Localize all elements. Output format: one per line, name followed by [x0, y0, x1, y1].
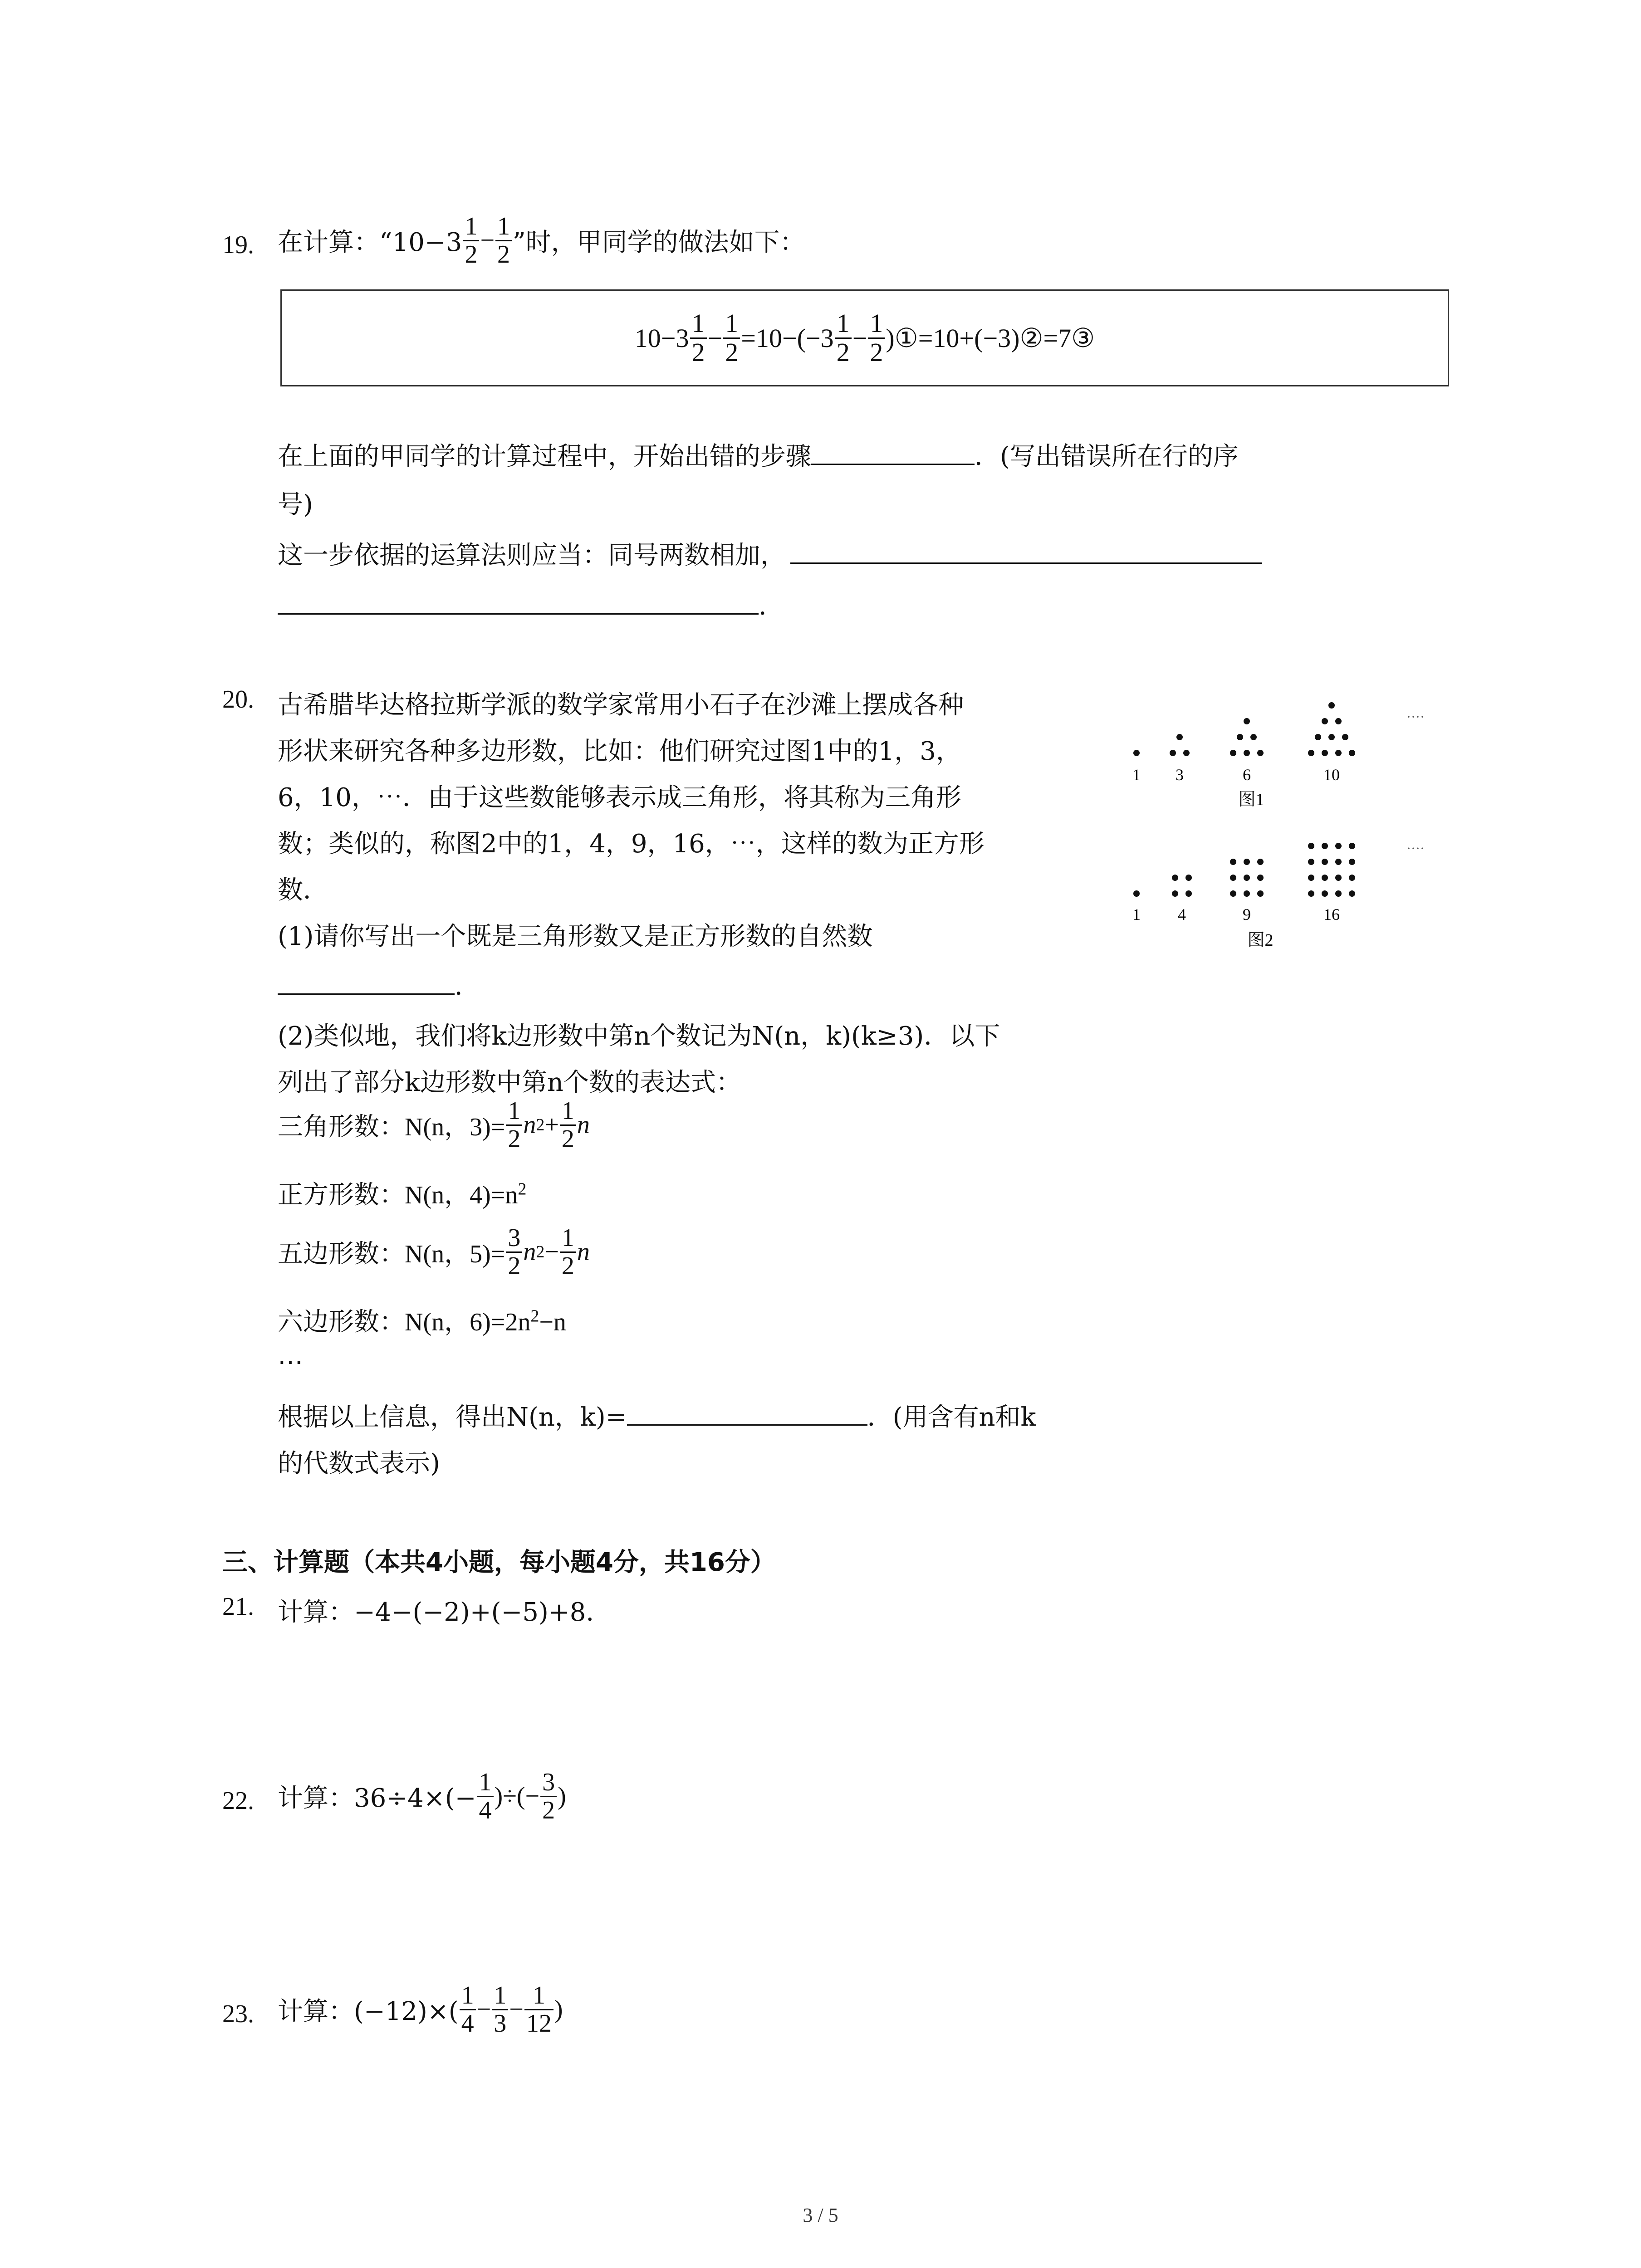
fig1-label-10: 10 — [1323, 766, 1340, 784]
q19-solution-expression: 10−3 $\frac{1}{2}$ − $\frac{1}{2}$ =10−(−3 $\frac{1}{2}$ − $\frac{1}{2}$ )①=10+(−3)②=7③ — [634, 308, 1095, 367]
fig2-dot — [1244, 875, 1250, 881]
q19-solution-box — [280, 289, 1449, 386]
fig1-dot — [1244, 718, 1250, 724]
q19-box-frac4: $\frac{1}{2}$ — [868, 310, 885, 367]
fig2-dot — [1335, 859, 1342, 865]
fig2-dot — [1230, 875, 1236, 881]
fig2-dot — [1230, 859, 1236, 865]
fig2-dot — [1257, 859, 1264, 865]
q19-blank-step[interactable] — [811, 436, 975, 465]
q20-part1-answer: ． — [278, 966, 480, 1002]
q23-frac2: $\frac{1}{3}$ — [492, 1982, 508, 2037]
fig1-dot — [1257, 750, 1264, 756]
q22-text: 计算：36÷4×(− $\frac{1}{4}$ )÷(− $\frac{3}{2}$ ) — [278, 1768, 566, 1824]
fig2-dot — [1257, 890, 1264, 897]
q20-conclusion-2: 的代数式表示) — [278, 1449, 440, 1478]
q20-line-5: 数． — [278, 875, 328, 905]
fig2-dot — [1335, 875, 1342, 881]
q20-number: 20. — [222, 685, 254, 714]
fig1-dot — [1176, 734, 1183, 740]
fig1-dot — [1237, 734, 1243, 740]
fig2-ellipsis: ···· — [1406, 841, 1425, 856]
fig2-dot — [1172, 875, 1178, 881]
q22-frac1: $\frac{1}{4}$ — [477, 1769, 494, 1824]
fig1-dot — [1322, 718, 1328, 724]
fig2-dot — [1308, 875, 1314, 881]
q20-line-4: 数；类似的，称图2中的1，4，9，16，⋯，这样的数为正方形 — [278, 829, 985, 859]
q20-part2-a: (2)类似地，我们将k边形数中第n个数记为N(n，k)(k≥3)．以下 — [278, 1022, 1000, 1051]
q20-formula-square: 正方形数：N(n，$4)=n^2$ — [278, 1179, 527, 1210]
fig1-dot — [1328, 702, 1335, 709]
fig1-dot — [1170, 750, 1176, 756]
q19-number: 19. — [222, 231, 254, 259]
q19-line1: 在上面的甲同学的计算过程中，开始出错的步骤 ．(写出错误所在行的序 — [278, 436, 1239, 473]
fig2-dot — [1172, 890, 1178, 897]
fig1-label-3: 3 — [1176, 766, 1184, 784]
page-number: 3 / 5 — [803, 2204, 838, 2226]
fig1-dot — [1335, 750, 1342, 756]
q20-conclusion: 根据以上信息，得出N(n，k)= ．(用含有n和k — [278, 1397, 1036, 1433]
fig1-dot — [1315, 734, 1321, 740]
fig2-dot — [1349, 875, 1355, 881]
fig2-label-16: 16 — [1323, 905, 1340, 924]
q20-blank-formula[interactable] — [627, 1397, 867, 1426]
fig2-dot — [1257, 875, 1264, 881]
q19-prompt-b: − — [480, 226, 495, 255]
fig2-dot — [1349, 859, 1355, 865]
fig2-dot — [1322, 843, 1328, 849]
fig1-label-1: 1 — [1132, 766, 1141, 784]
fig1-dot — [1349, 750, 1355, 756]
q23-frac1: $\frac{1}{4}$ — [460, 1982, 476, 2037]
q20-formula-pentagon: 五边形数： N(n，5)= $\frac{3}{2}$ n 2 − $\frac{1}{2}$ n — [278, 1224, 590, 1280]
fig1-dot — [1244, 750, 1250, 756]
fig2-dot — [1185, 890, 1192, 897]
fig2-dot — [1335, 843, 1342, 849]
q23-frac3: $\frac{1}{12}$ — [524, 1982, 554, 2037]
q19-blank-rule-b[interactable] — [278, 586, 759, 615]
section3-heading: 三、计算题（本共4小题，每小题4分，共16分） — [222, 1548, 776, 1577]
pent-frac2: $\frac{1}{2}$ — [560, 1225, 576, 1280]
fig2-dot — [1322, 875, 1328, 881]
fig2-dot — [1308, 890, 1314, 897]
fig2-label-4: 4 — [1178, 905, 1186, 924]
q19-box-frac1: $\frac{1}{2}$ — [690, 310, 707, 367]
q20-formula-hexagon: 六边形数：N(n，$6)=2n^2-n$ — [278, 1306, 566, 1337]
fig1-dot — [1133, 750, 1140, 756]
fig2-dot — [1335, 890, 1342, 897]
fig1-dot — [1250, 734, 1257, 740]
fig1-dot — [1342, 734, 1348, 740]
q20-line-3: 6，10，⋯．由于这些数能够表示成三角形，将其称为三角形 — [278, 783, 961, 812]
fig1-ellipsis: ···· — [1406, 709, 1425, 724]
tri-frac1: $\frac{1}{2}$ — [506, 1098, 522, 1153]
q19-prompt-frac2: $\frac{1}{2}$ — [495, 213, 512, 268]
fig1-caption: 图1 — [1238, 790, 1264, 809]
q19-line4: ． — [278, 586, 784, 622]
q23-text: 计算：(−12)×( $\frac{1}{4}$ − $\frac{1}{3}$ − $\frac{1}{12}$ ) — [278, 1981, 563, 2038]
fig1-dot — [1328, 734, 1335, 740]
q19-blank-rule-a[interactable] — [790, 535, 1262, 564]
fig2-dot — [1308, 859, 1314, 865]
fig1-label-6: 6 — [1243, 766, 1251, 784]
q19-line3: 这一步依据的运算法则应当：同号两数相加， — [278, 535, 1262, 572]
q19-line2: 号) — [278, 490, 313, 519]
q20-figure — [1116, 671, 1461, 962]
q20-line-2: 形状来研究各种多边形数，比如：他们研究过图1中的1，3， — [278, 737, 961, 766]
fig1-dot — [1230, 750, 1236, 756]
pent-frac1: $\frac{3}{2}$ — [506, 1225, 522, 1280]
q21-text: 计算：−4−(−2)+(−5)+8． — [278, 1598, 612, 1627]
fig2-label-1: 1 — [1132, 905, 1141, 924]
fig2-dot — [1322, 890, 1328, 897]
figure1-triangular — [1133, 702, 1355, 756]
q21-number: 21. — [222, 1593, 254, 1621]
fig1-dot — [1308, 750, 1314, 756]
fig1-dot — [1322, 750, 1328, 756]
q22-number: 22. — [222, 1787, 254, 1815]
fig2-label-9: 9 — [1243, 905, 1251, 924]
q20-part2-b: 列出了部分k边形数中第n个数的表达式： — [278, 1068, 741, 1097]
q19-prompt — [278, 213, 805, 268]
q20-formula-ellipsis: ⋯ — [278, 1348, 303, 1376]
fig1-dot — [1335, 718, 1342, 724]
fig2-dot — [1230, 890, 1236, 897]
q20-part1: (1)请你写出一个既是三角形数又是正方形数的自然数 — [278, 922, 873, 951]
fig2-dot — [1349, 890, 1355, 897]
tri-frac2: $\frac{1}{2}$ — [560, 1098, 576, 1153]
fig2-dot — [1185, 875, 1192, 881]
q19-prompt-a: 在计算：“10−3 — [278, 228, 462, 258]
q19-box-frac3: $\frac{1}{2}$ — [835, 310, 852, 367]
fig2-dot — [1322, 859, 1328, 865]
fig2-caption: 图2 — [1247, 931, 1274, 950]
q22-frac2: $\frac{3}{2}$ — [540, 1769, 557, 1824]
fig2-dot — [1349, 843, 1355, 849]
q19-box-frac2: $\frac{1}{2}$ — [723, 310, 740, 367]
figure2-square — [1133, 843, 1355, 897]
fig2-dot — [1133, 890, 1140, 897]
fig2-dot — [1244, 859, 1250, 865]
q20-formula-triangle: 三角形数： N(n，3)= $\frac{1}{2}$ n 2 + $\frac{1}{2}$ n — [278, 1097, 590, 1153]
q20-line-1: 古希腊毕达格拉斯学派的数学家常用小石子在沙滩上摆成各种 — [278, 690, 964, 720]
q23-number: 23. — [222, 2000, 254, 2028]
q20-blank-part1[interactable] — [278, 966, 455, 995]
q19-prompt-frac1: $\frac{1}{2}$ — [463, 213, 479, 268]
q19-prompt-c: ”时，甲同学的做法如下： — [513, 228, 805, 258]
fig2-dot — [1308, 843, 1314, 849]
fig2-dot — [1244, 890, 1250, 897]
fig1-dot — [1183, 750, 1190, 756]
